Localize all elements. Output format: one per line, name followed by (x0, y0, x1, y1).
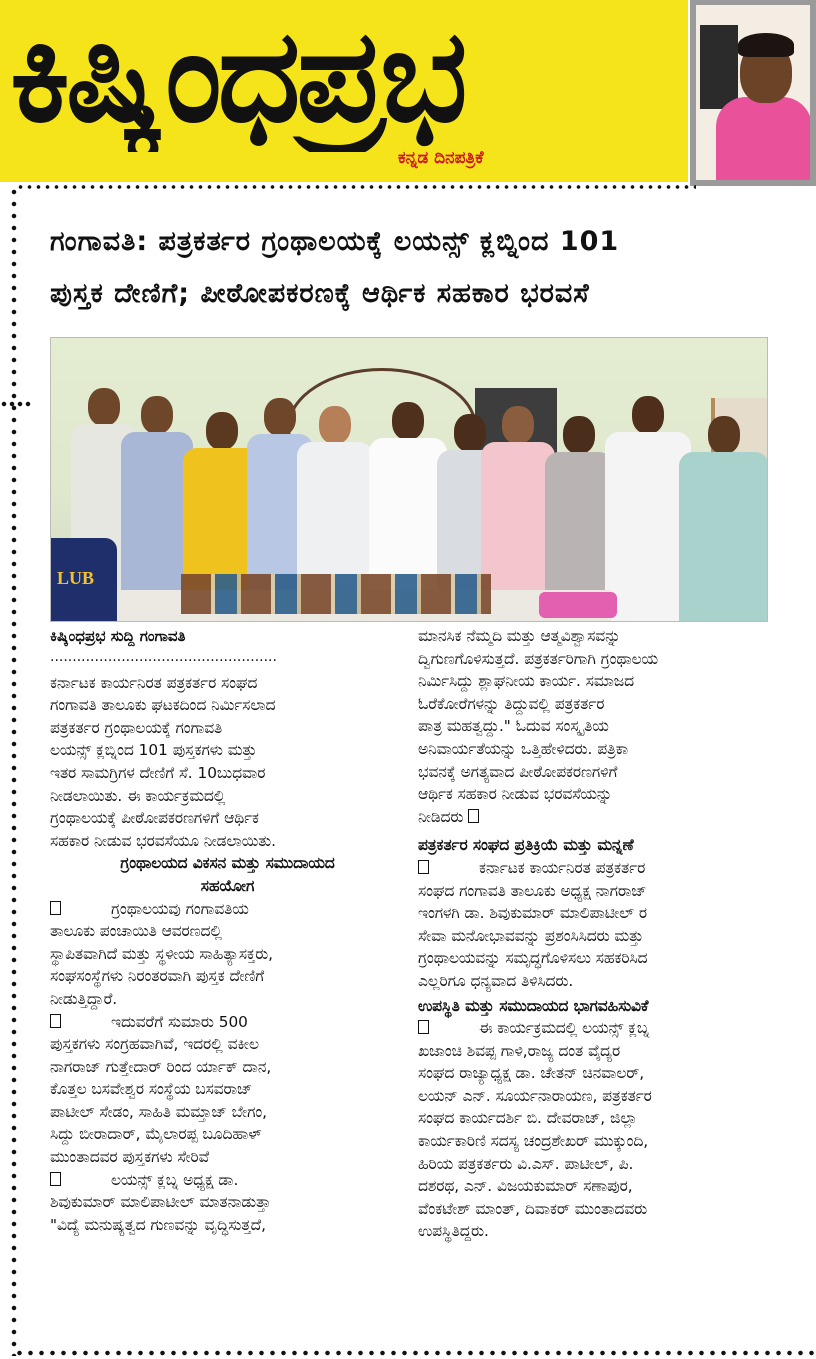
missing-glyph-icon (50, 1172, 61, 1186)
byline-rule: ................................................... (50, 648, 277, 665)
lions-club-banner (51, 538, 117, 622)
missing-glyph-icon (418, 860, 429, 874)
article-headline (50, 216, 790, 320)
news-photo (50, 337, 768, 622)
section-heading: ಉಪಸ್ಥಿತಿ ಮತ್ತು ಸಮುದಾಯದ ಭಾಗವಹಿಸುವಿಕೆ (418, 996, 649, 1015)
missing-glyph-icon (50, 901, 61, 915)
dotted-border-top (16, 184, 696, 190)
paragraph: ಇದುವರೆಗೆ ಸುಮಾರು 500 ಪುಸ್ತಕಗಳು ಸಂಗ್ರಹವಾಗಿವೆ, ಇದರಲ್ಲಿ ವಕೀಲ ನಾಗರಾಜ್ ಗುತ್ತೇದಾರ್ ರಿಂದ ರ್ಯಾಕ್ ದಾನ, ಕೊತ್ತಲ ಬಸವೇಶ್ವರ ಸಂಸ್ಥೆಯ ಬಸವರಾಜ್ ಪಾಟೀಲ್ ಸೇಡಂ, ಸಾಹಿತಿ ಮಮ್ತಾಜ್ ಬೇಗಂ, ಸಿದ್ದು ಬೀರಾದಾರ್, ಮೈಲಾರಪ್ಪ ಬೂದಿಹಾಳ್ ಮುಂತಾದವರ ಪುಸ್ತಕಗಳು ಸೇರಿವೆ (50, 1012, 272, 1167)
newspaper-subtitle: ಕನ್ನಡ ದಿನಪತ್ರಿಕೆ (398, 148, 484, 168)
article-column-left (50, 625, 405, 1236)
paragraph: ಕರ್ನಾಟಕ ಕಾರ್ಯನಿರತ ಪತ್ರಕರ್ತರ ಸಂಘದ ಗಂಗಾವತಿ ತಾಲೂಕು ಅಧ್ಯಕ್ಷ ನಾಗರಾಜ್ ಇಂಗಳಗಿ ಡಾ. ಶಿವುಕುಮಾರ್ ಮಾಲಿಪಾಟೀಲ್ ರ ಸೇವಾ ಮನೋಭಾವವನ್ನು ಪ್ರಶಂಸಿಸಿದರು ಮತ್ತು ಗ್ರಂಥಾಲಯವನ್ನು ಸಮೃದ್ಧಗೊಳಿಸಲು ಸಹಕರಿಸಿದ ಎಲ್ಲರಿಗೂ ಧನ್ಯವಾದ ತಿಳಿಸಿದರು. (418, 858, 648, 990)
paragraph: ಲಯನ್ಸ್ ಕ್ಲಬ್ನ ಅಧ್ಯಕ್ಷ ಡಾ. ಶಿವುಕುಮಾರ್ ಮಾಲಿಪಾಟೀಲ್ ಮಾತನಾಡುತ್ತಾ "ವಿದ್ಯೆ ಮನುಷ್ಯತ್ವದ ಗುಣವನ್ನು ವೃದ್ಧಿಸುತ್ತದೆ, (50, 1170, 271, 1234)
headline-line-2: ಪುಸ್ತಕ ದೇಣಿಗೆ; ಪೀಠೋಪಕರಣಕ್ಕೆ ಆರ್ಥಿಕ ಸಹಕಾರ ಭರವಸೆ (50, 278, 590, 309)
section-heading: ಗ್ರಂಥಾಲಯದ ವಿಕಸನ ಮತ್ತು ಸಮುದಾಯದ ಸಹಯೋಗ (120, 854, 335, 895)
paragraph-block (418, 857, 774, 993)
missing-glyph-icon (418, 1020, 429, 1034)
dotted-border-left (10, 186, 18, 1356)
paragraph: ಕರ್ನಾಟಕ ಕಾರ್ಯನಿರತ ಪತ್ರಕರ್ತರ ಸಂಘದ ಗಂಗಾವತಿ ತಾಲೂಕು ಘಟಕದಿಂದ ನಿರ್ಮಿಸಲಾದ ಪತ್ರಕರ್ತರ ಗ್ರಂಥಾಲಯಕ್ಕೆ ಗಂಗಾವತಿ ಲಯನ್ಸ್ ಕ್ಲಬ್ನಿಂದ 101 ಪುಸ್ತಕಗಳು ಮತ್ತು ಇತರ ಸಾಮಗ್ರಿಗಳ ದೇಣಿಗೆ ಸೆ. 10ಬುಧವಾರ ನೀಡಲಾಯಿತು. ಈ ಕಾರ್ಯಕ್ರಮದಲ್ಲಿ ಗ್ರಂಥಾಲಯಕ್ಕೆ ಪೀಠೋಪಕರಣಗಳಿಗೆ ಆರ್ಥಿಕ ಸಹಕಾರ ನೀಡುವ ಭರವಸೆಯೂ ನೀಡಲಾಯಿತು. (50, 673, 277, 850)
paragraph: ಮಾನಸಿಕ ನೆಮ್ಮದಿ ಮತ್ತು ಆತ್ಮವಿಶ್ವಾಸವನ್ನು ದ್ವಿಗುಣಗೊಳಿಸುತ್ತದೆ. ಪತ್ರಕರ್ತರಿಗಾಗಿ ಗ್ರಂಥಾಲಯ ನಿರ್ಮಿಸಿದ್ದು ಶ್ಲಾಘನೀಯ ಕಾರ್ಯ. ಸಮಾಜದ ಓರೆಕೋರೆಗಳನ್ನು ತಿದ್ದುವಲ್ಲಿ ಪತ್ರಕರ್ತರ ಪಾತ್ರ ಮಹತ್ವದ್ದು." ಓದುವ ಸಂಸ್ಕೃತಿಯ ಅನಿವಾರ್ಯತೆಯನ್ನು ಒತ್ತಿಹೇಳಿದರು. ಪತ್ರಿಕಾ ಭವನಕ್ಕೆ ಅಗತ್ಯವಾದ ಪೀಠೋಪಕರಣಗಳಿಗೆ ಆರ್ಥಿಕ ಸಹಕಾರ ನೀಡುವ ಭರವಸೆಯನ್ನು ನೀಡಿದರು (418, 627, 658, 826)
donated-books (181, 574, 491, 614)
dotted-border-bottom (14, 1349, 814, 1357)
article-column-right (418, 625, 774, 1243)
paragraph: ಗ್ರಂಥಾಲಯವು ಗಂಗಾವತಿಯ ತಾಲೂಕು ಪಂಚಾಯಿತಿ ಆವರಣದಲ್ಲಿ ಸ್ಥಾಪಿತವಾಗಿದೆ ಮತ್ತು ಸ್ಥಳೀಯ ಸಾಹಿತ್ಯಾಸಕ್ತರು, ಸಂಘಸಂಸ್ಥೆಗಳು ನಿರಂತರವಾಗಿ ಪುಸ್ತಕ ದೇಣಿಗೆ ನೀಡುತ್ತಿದ್ದಾರೆ. (50, 899, 274, 1008)
missing-glyph-icon (50, 1014, 61, 1028)
article-byline: ಕಿಷ್ಕಿಂಧಪ್ರಭ ಸುದ್ದಿ ಗಂಗಾವತಿ (50, 627, 186, 645)
paragraph-block (50, 1169, 405, 1237)
paragraph-block (418, 1017, 774, 1243)
dotted-marker (0, 400, 32, 408)
newspaper-title: ಕಿಷ್ಕಿಂಧಪ್ರಭ (10, 2, 464, 151)
paragraph-block (418, 625, 774, 828)
paragraph-block (50, 898, 405, 1011)
masthead (0, 0, 688, 182)
paragraph-block (50, 1011, 405, 1169)
section-heading: ಪತ್ರಕರ್ತರ ಸಂಘದ ಪ್ರತಿಕ್ರಿಯೆ ಮತ್ತು ಮನ್ನಣೆ (418, 836, 634, 855)
headline-line-1: ಗಂಗಾವತಿ: ಪತ್ರಕರ್ತರ ಗ್ರಂಥಾಲಯಕ್ಕೆ ಲಯನ್ಸ್ ಕ್ಲಬ್ನಿಂದ 101 (50, 226, 620, 257)
paragraph: ಈ ಕಾರ್ಯಕ್ರಮದಲ್ಲಿ ಲಯನ್ಸ್ ಕ್ಲಬ್ನ ಖಜಾಂಚಿ ಶಿವಪ್ಪ ಗಾಳಿ,ರಾಜ್ಯ ದಂತ ವೈದ್ಯರ ಸಂಘದ ರಾಜ್ಯಾಧ್ಯಕ್ಷ ಡಾ. ಚೇತನ್ ಚಿನವಾಲರ್, ಲಯನ್ ಎನ್. ಸೂರ್ಯನಾರಾಯಣ, ಪತ್ರಕರ್ತರ ಸಂಘದ ಕಾರ್ಯದರ್ಶಿ ಬಿ. ದೇವರಾಜ್, ಜಿಲ್ಲಾ ಕಾರ್ಯಕಾರಿಣಿ ಸದಸ್ಯ ಚಂದ್ರಶೇಖರ್ ಮುಕ್ಕುಂದಿ, ಹಿರಿಯ ಪತ್ರಕರ್ತರು ವಿ.ಎಸ್. ಪಾಟೀಲ್, ಪಿ. ದಶರಥ, ಎನ್. ವಿಜಯಕುಮಾರ್ ಸಣಾಪುರ, ವೆಂಕಟೇಶ್ ಮಾಂತ್, ದಿವಾಕರ್ ಮುಂತಾದವರು ಉಪಸ್ಥಿತಿದ್ದರು. (418, 1019, 652, 1241)
banner-text: LUB (57, 568, 95, 588)
reporter-photo (690, 0, 816, 186)
missing-glyph-icon (468, 809, 479, 823)
